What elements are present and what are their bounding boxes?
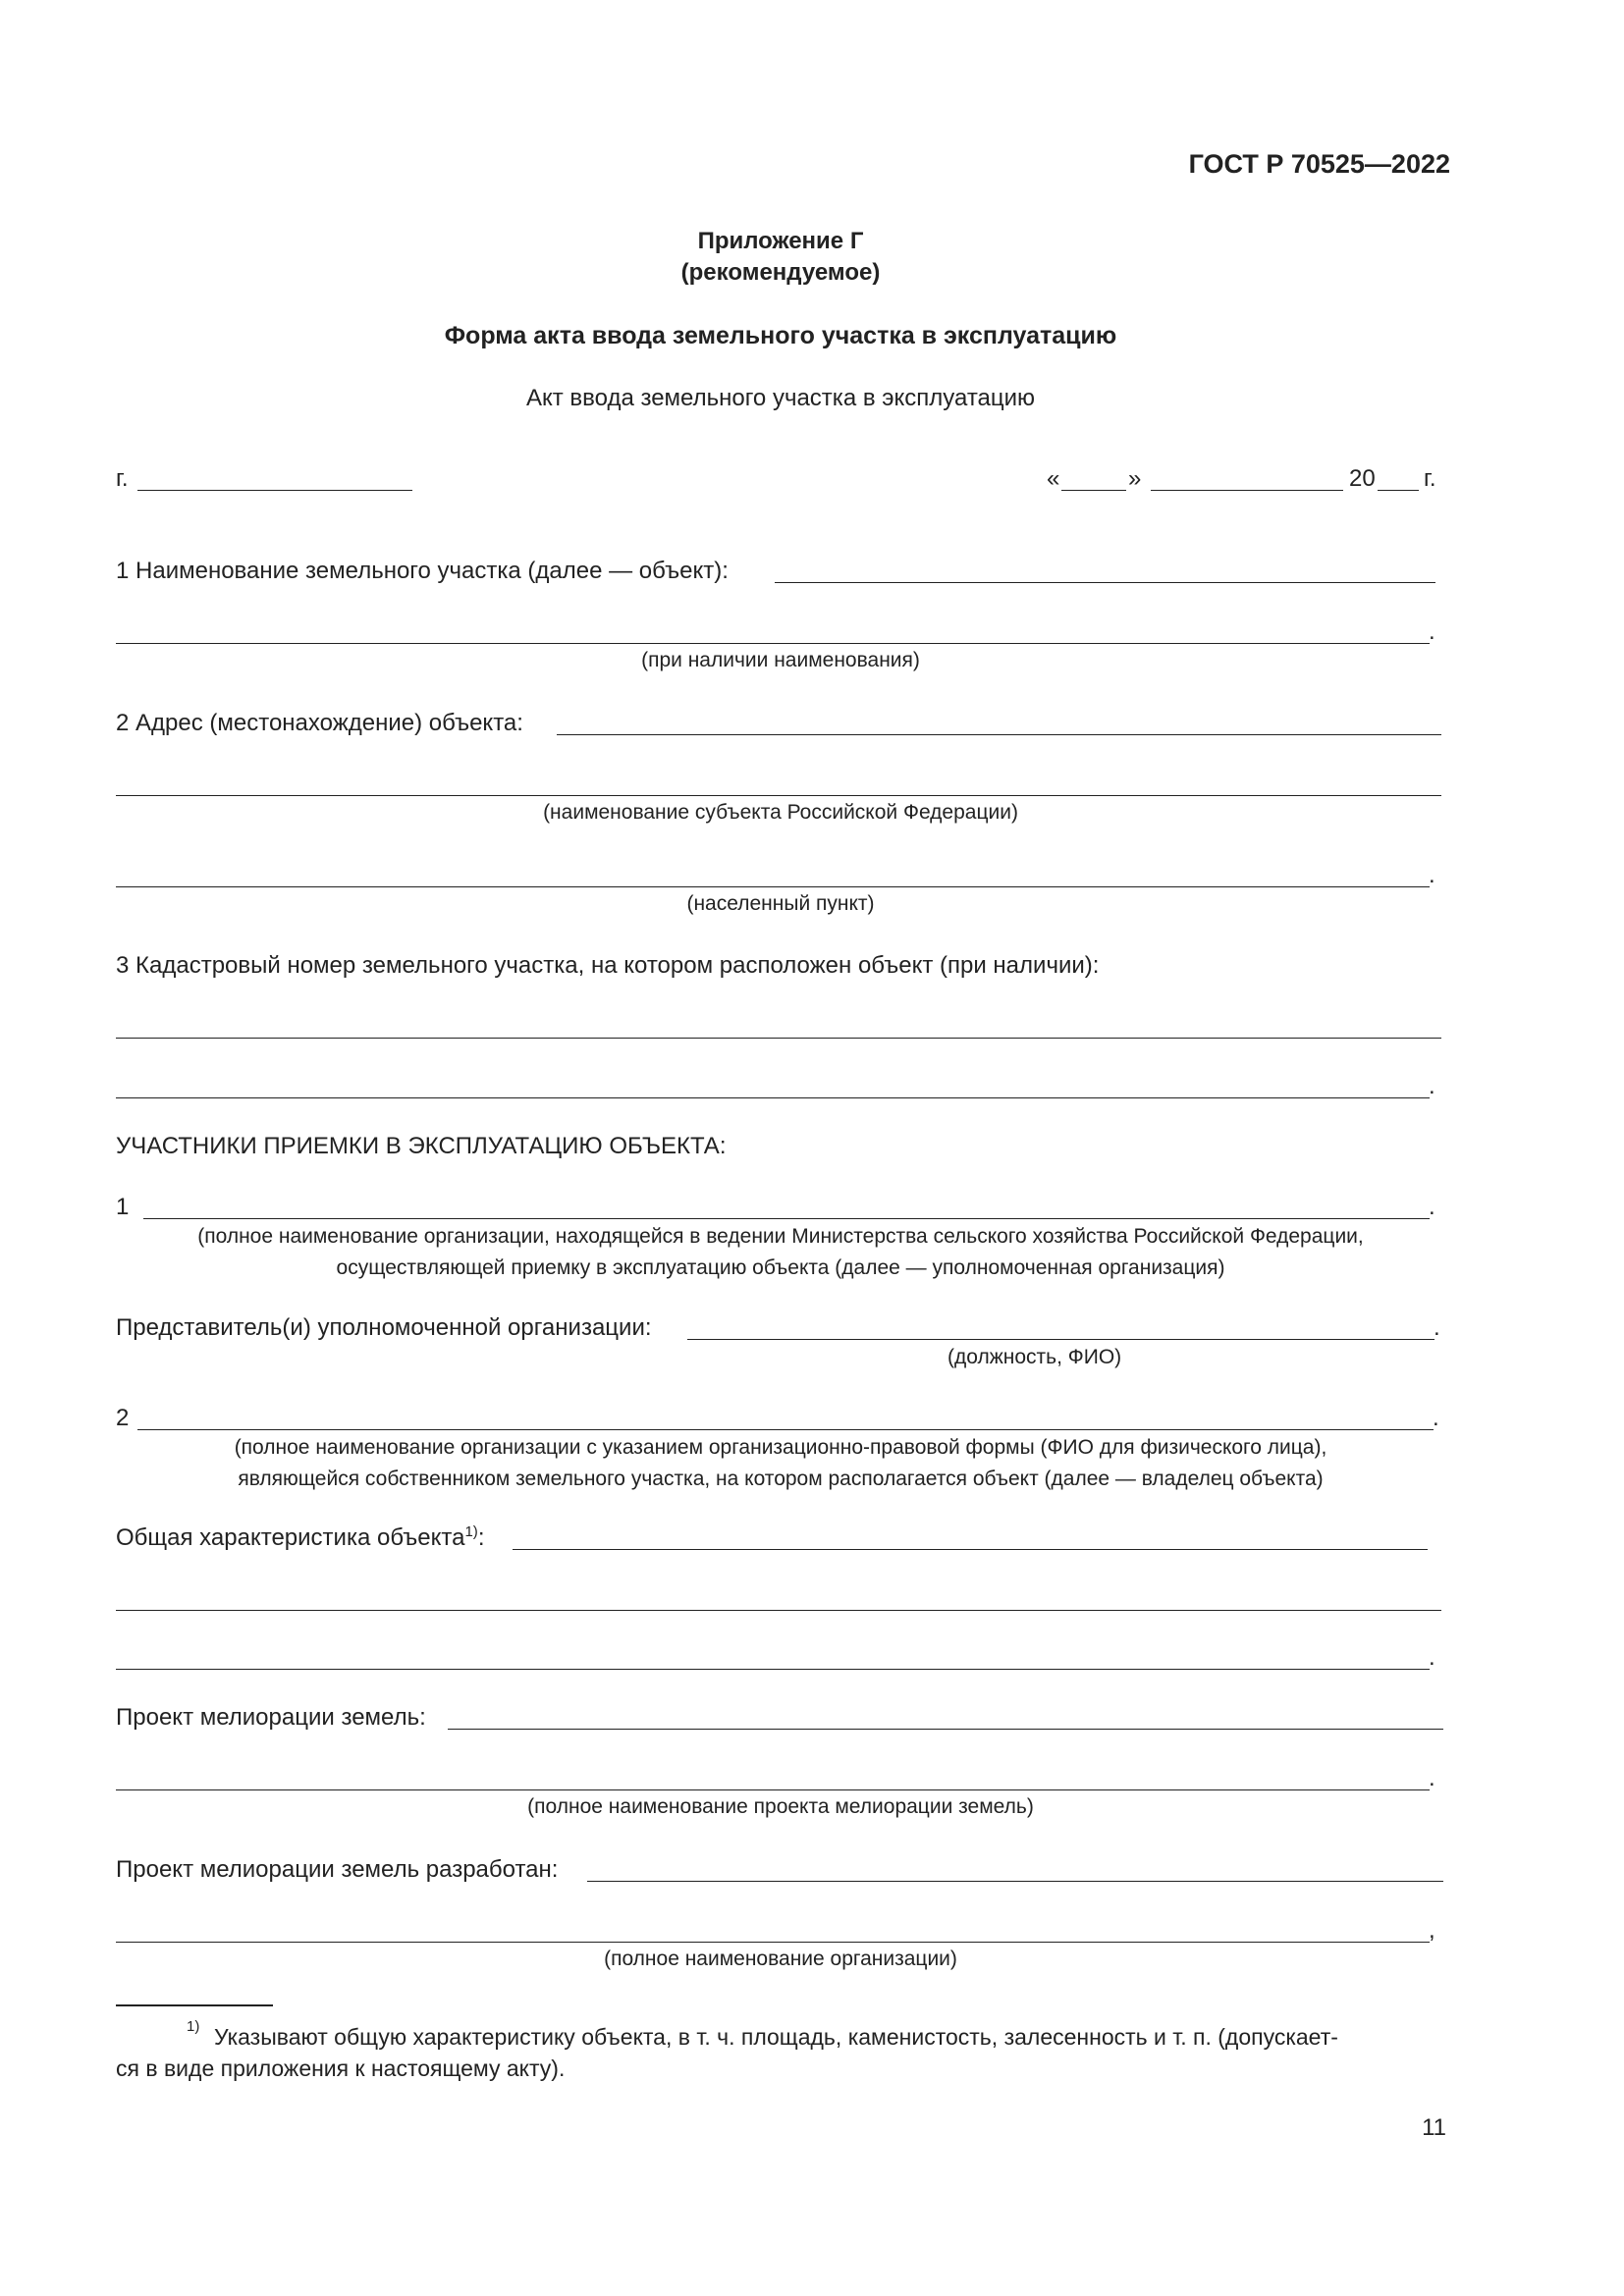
project-caption: (полное наименование проекта мелиорации земель) bbox=[527, 1795, 1034, 1818]
representative-label: Представитель(и) уполномоченной организации: bbox=[116, 1314, 652, 1341]
item2-field[interactable] bbox=[557, 734, 1441, 735]
page-number: 11 bbox=[1422, 2114, 1446, 2141]
city-field[interactable] bbox=[137, 490, 412, 491]
appendix-status: (рекомендуемое) bbox=[680, 259, 881, 286]
project-field-line2[interactable] bbox=[116, 1789, 1430, 1790]
item3-label: 3 Кадастровый номер земельного участка, на котором расположен объект (при наличии): bbox=[116, 952, 1100, 979]
city-prefix: г. bbox=[116, 465, 129, 492]
participant1-number: 1 bbox=[116, 1194, 130, 1220]
developer-label: Проект мелиорации земель разработан: bbox=[116, 1856, 559, 1883]
characteristics-footnote-ref: 1) bbox=[464, 1523, 478, 1540]
project-label: Проект мелиорации земель: bbox=[116, 1704, 426, 1731]
developer-field[interactable] bbox=[587, 1881, 1443, 1882]
standard-id: ГОСТ Р 70525—2022 bbox=[1188, 149, 1450, 179]
date-quote-open: « bbox=[1047, 465, 1060, 492]
representative-caption: (должность, ФИО) bbox=[947, 1346, 1122, 1368]
participant2-period: . bbox=[1433, 1405, 1439, 1431]
month-field[interactable] bbox=[1151, 490, 1343, 491]
act-title: Акт ввода земельного участка в эксплуатацию bbox=[525, 385, 1036, 411]
characteristics-field-line2[interactable] bbox=[116, 1610, 1441, 1611]
item1-caption: (при наличии наименования) bbox=[641, 649, 920, 671]
item3-field-line2[interactable] bbox=[116, 1097, 1430, 1098]
participant2-caption-line1: (полное наименование организации с указанием организационно-правовой формы (ФИО для физического лица), bbox=[234, 1436, 1327, 1459]
item1-period: . bbox=[1429, 618, 1435, 645]
participant1-caption-line2: осуществляющей приемку в эксплуатацию объекта (далее — уполномоченная организация) bbox=[336, 1256, 1225, 1279]
footnote-separator bbox=[116, 2004, 273, 2006]
participant1-caption-line1: (полное наименование организации, находящейся в ведении Министерства сельского хозяйства Российской Федерации, bbox=[197, 1225, 1364, 1248]
item3-period: . bbox=[1429, 1073, 1435, 1099]
participant2-caption-line2: являющейся собственником земельного участка, на котором располагается объект (далее — владелец объекта) bbox=[238, 1468, 1324, 1490]
participants-heading: УЧАСТНИКИ ПРИЕМКИ В ЭКСПЛУАТАЦИЮ ОБЪЕКТА: bbox=[116, 1133, 727, 1159]
participant1-period: . bbox=[1429, 1194, 1435, 1220]
participant2-field[interactable] bbox=[137, 1429, 1434, 1430]
characteristics-period: . bbox=[1429, 1644, 1435, 1671]
item1-field[interactable] bbox=[775, 582, 1435, 583]
date-quote-close: » bbox=[1128, 465, 1142, 492]
item2-locality-caption: (населенный пункт) bbox=[686, 892, 875, 915]
year-field[interactable] bbox=[1378, 490, 1419, 491]
appendix-title: Приложение Г bbox=[697, 228, 864, 254]
project-field[interactable] bbox=[448, 1729, 1443, 1730]
item1-field-line2[interactable] bbox=[116, 643, 1430, 644]
participant1-field[interactable] bbox=[143, 1218, 1430, 1219]
item2-locality-field[interactable] bbox=[116, 886, 1430, 887]
year-prefix: 20 bbox=[1349, 465, 1376, 492]
characteristics-field[interactable] bbox=[513, 1549, 1428, 1550]
item2-period: . bbox=[1429, 862, 1435, 888]
day-field[interactable] bbox=[1061, 490, 1126, 491]
participant2-number: 2 bbox=[116, 1405, 130, 1431]
item2-region-field[interactable] bbox=[116, 795, 1441, 796]
developer-caption: (полное наименование организации) bbox=[604, 1948, 957, 1970]
item3-field[interactable] bbox=[116, 1038, 1441, 1039]
representative-period: . bbox=[1434, 1314, 1440, 1341]
footnote-line1: Указывают общую характеристику объекта, в т. ч. площадь, каменистость, залесенность и т. п. (допускает- bbox=[214, 2024, 1338, 2050]
developer-field-line2[interactable] bbox=[116, 1942, 1430, 1943]
footnote-line2: ся в виде приложения к настоящему акту). bbox=[116, 2056, 566, 2081]
footnote-marker: 1) bbox=[187, 2018, 200, 2035]
representative-field[interactable] bbox=[687, 1339, 1435, 1340]
year-suffix: г. bbox=[1424, 465, 1436, 492]
project-period: . bbox=[1429, 1765, 1435, 1791]
item2-label: 2 Адрес (местонахождение) объекта: bbox=[116, 710, 523, 736]
characteristics-label: Общая характеристика объекта$^{1)}$: bbox=[116, 1523, 485, 1551]
item2-region-caption: (наименование субъекта Российской Федерации) bbox=[543, 801, 1018, 824]
characteristics-field-line3[interactable] bbox=[116, 1669, 1430, 1670]
item1-label: 1 Наименование земельного участка (далее — объект): bbox=[116, 558, 729, 584]
form-title: Форма акта ввода земельного участка в эксплуатацию bbox=[444, 322, 1117, 349]
developer-comma: , bbox=[1429, 1917, 1435, 1944]
